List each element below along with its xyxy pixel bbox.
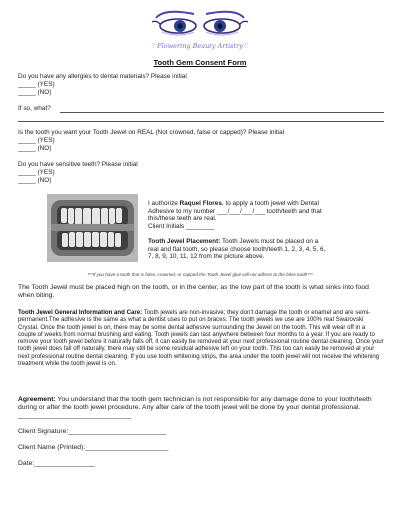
agreement-text: You understand that the tooth gem technician is not responsible for any damage done to your tooth/teeth during or after the tooth jewel procedure. Any after care of the tooth jewel will be done by your dental professional. ______________________________ xyxy=(18,396,372,419)
care-paragraph xyxy=(18,309,384,367)
care-label: Tooth Jewel General Information and Care: xyxy=(18,309,143,316)
real-tooth-yes[interactable]: _____ (YES) xyxy=(18,137,55,144)
client-signature-field[interactable]: Client Signature:__________________________ xyxy=(18,428,167,435)
authorize-line-2[interactable]: Adhesive to my number ___/___/___/___ tooth/teeth and that xyxy=(148,207,322,215)
if-so-line[interactable] xyxy=(60,112,384,113)
agreement-label: Agreement: xyxy=(18,396,56,403)
allergy-yes[interactable]: _____ (YES) xyxy=(18,81,55,88)
sensitive-no[interactable]: _____ (NO) xyxy=(18,177,52,184)
sensitive-question: Do you have sensitive teeth? Please initial xyxy=(18,161,138,168)
logo xyxy=(140,4,260,52)
false-tooth-note: ***If you have a tooth that is false, crowned, or capped the Tooth Jewel glue will not adhere to the false tooth*** xyxy=(87,272,313,277)
real-tooth-no[interactable]: _____ (NO) xyxy=(18,145,52,152)
placement-line-2: real and flat tooth, so please choose tooth/teeth 1, 2, 3, 4, 5, 6, xyxy=(148,245,326,253)
real-tooth-question: Is the tooth you want your Tooth Jewel on REAL (Not crowned, false or capped)? Please initial xyxy=(18,129,285,136)
if-so-line-2[interactable] xyxy=(18,121,384,122)
authorization-block xyxy=(148,200,373,230)
client-initials[interactable]: Client Initials ________ xyxy=(148,222,215,230)
authorize-line-3: this/these teeth are real. xyxy=(148,215,217,223)
if-so-label: If so, what? xyxy=(18,105,51,112)
teeth-model-icon xyxy=(47,194,138,262)
placement-line-3: 7, 8, 9, 10, 11, 12 from the picture above. xyxy=(148,253,265,261)
placement-paragraph: The Tooth Jewel must be placed high on the tooth, or in the center, as the low part of the tooth is what sinks into food when biting. xyxy=(18,284,369,299)
authorize-pre: I authorize xyxy=(148,200,180,207)
teeth-model-image xyxy=(47,194,138,262)
placement-block xyxy=(148,238,373,261)
eyes-logo-icon xyxy=(150,4,250,40)
allergy-no[interactable]: _____ (NO) xyxy=(18,89,52,96)
placement-label: Tooth Jewel Placement: xyxy=(148,238,221,245)
technician-name: Raquel Flores xyxy=(179,200,222,207)
agreement-paragraph xyxy=(18,396,384,420)
page-title: Tooth Gem Consent Form xyxy=(153,58,247,67)
sensitive-yes[interactable]: _____ (YES) xyxy=(18,169,55,176)
date-field[interactable]: Date:________________ xyxy=(18,460,95,467)
authorize-post: , to apply a tooth jewel with Dental xyxy=(221,200,319,207)
placement-line-1: Tooth Jewels must be placed on a xyxy=(220,238,319,245)
client-name-printed-field[interactable]: Client Name (Printed):______________________ xyxy=(18,444,169,451)
care-text: Tooth jewels are non-invasive; they don't damage the tooth or enamel and are semi-permanent.The adhesive is the same as what a dentist uses to put on braces. The tooth jewels we use are 100% real Swarovski Crystal. Once the tooth jewel is on, there may be some dental adhesive surrounding the Jewel on the tooth. This will wear off in a couple of weeks from normal brushing and eating. Tooth jewels can last anywhere between four months to a year. If you are ready to remove your tooth jewel before it naturally falls off, it can easily be removed at your next professional routine dental cleaning. Once your tooth jewel does fall off naturally, there may still be some residual adhesive left on your tooth. This too can easily be removed at your next professional routine dental cleaning. If you use tooth whitening strips, the area under the tooth jewel will not receive the whitening treatment while the tooth jewel is on. xyxy=(18,309,384,368)
logo-text: ♡Flowering Beauty Artistry♡ xyxy=(151,42,249,50)
allergy-question: Do you have any allergies to dental materials? Please initial xyxy=(18,73,187,80)
